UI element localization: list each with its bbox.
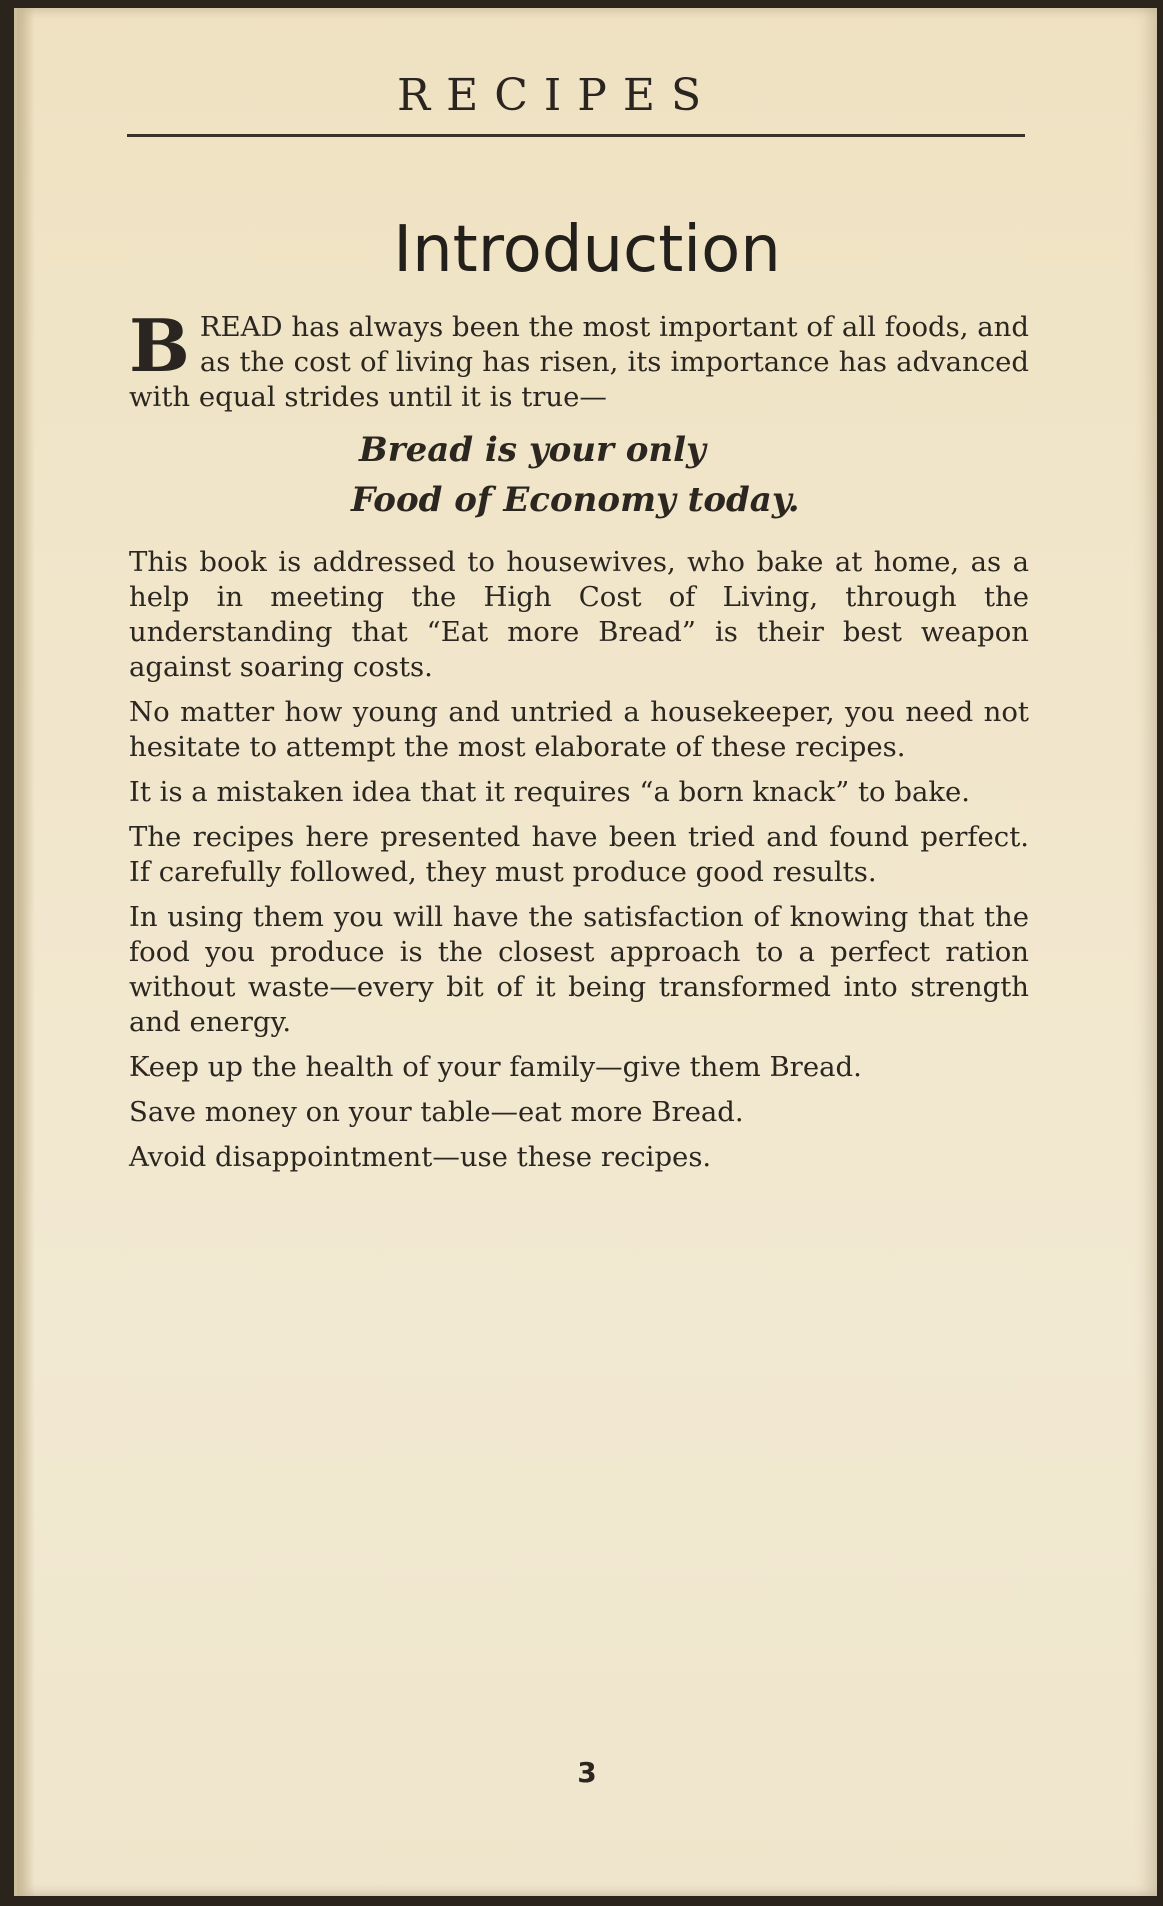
intro-paragraph	[129, 303, 1029, 415]
running-head: RECIPES	[397, 70, 718, 121]
page-number: 3	[577, 1756, 597, 1789]
drop-cap: B	[129, 303, 190, 388]
header-rule	[127, 134, 1025, 137]
paragraph: Keep up the health of your family—give them Bread.	[129, 1051, 862, 1083]
paragraph: It is a mistaken idea that it requires “a born knack” to bake.	[129, 776, 971, 808]
paragraph: Save money on your table—eat more Bread.	[129, 1096, 744, 1128]
motto-line-2: Food of Economy today.	[351, 480, 800, 520]
page-gutter	[17, 8, 35, 1896]
paragraph: This book is addressed to housewives, who bake at home, as a help in meeting the High Cost of Living, through the understanding that “Eat more Bread” is their best weapon against soaring costs.	[129, 546, 1029, 683]
paragraph: No matter how young and untried a housekeeper, you need not hesitate to attempt the most elaborate of these recipes.	[129, 696, 1029, 763]
paragraph: In using them you will have the satisfaction of knowing that the food you produce is the closest approach to a perfect ration without waste—every bit of it being transformed into strength and energy.	[129, 901, 1029, 1038]
motto-line-1: Bread is your only	[359, 430, 706, 470]
book-page	[14, 8, 1157, 1896]
body-text	[129, 303, 1029, 1185]
page-title: Introduction	[393, 213, 781, 287]
paragraph: Avoid disappointment—use these recipes.	[129, 1141, 712, 1173]
paragraph: The recipes here presented have been tried and found perfect. If carefully followed, they must produce good results.	[129, 821, 1029, 888]
motto	[129, 425, 1029, 525]
intro-text: READ has always been the most important of all foods, and as the cost of living has risen, its importance has advanced with equal strides until it is true—	[129, 311, 1029, 413]
